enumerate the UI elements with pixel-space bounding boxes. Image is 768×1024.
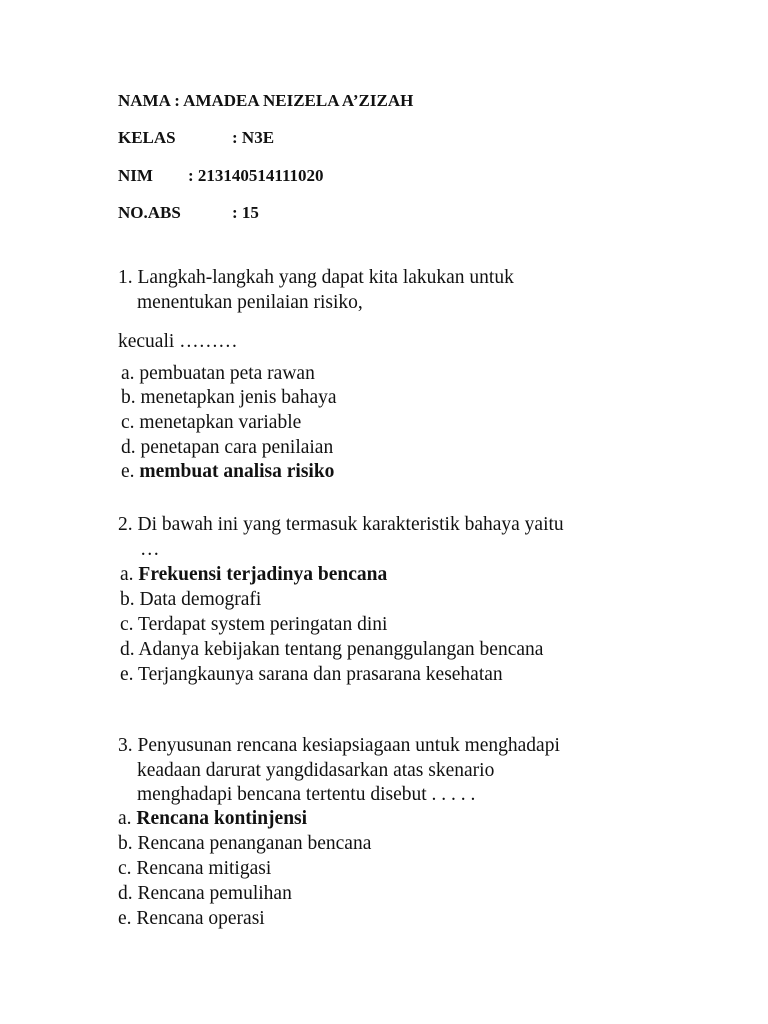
question-3-line-2: keadaan darurat yangdidasarkan atas skenario — [137, 760, 495, 781]
question-3-option-e: e. Rencana operasi — [118, 908, 265, 929]
question-1-answer — [121, 460, 334, 484]
question-3-option-c: c. Rencana mitigasi — [118, 858, 272, 879]
question-2-option-b: b. Data demografi — [120, 589, 262, 610]
student-name: NAMA : AMADEA NEIZELA A’ZIZAH — [118, 91, 414, 110]
question-1-option-d: d. penetapan cara penilaian — [121, 437, 334, 458]
question-2-answer-letter: a. — [120, 564, 134, 585]
question-3-option-b: b. Rencana penanganan bencana — [118, 833, 372, 854]
abs-key: NO.ABS — [118, 203, 181, 222]
question-1-option-b: b. menetapkan jenis bahaya — [121, 387, 337, 408]
question-2-option-c: c. Terdapat system peringatan dini — [120, 614, 388, 635]
question-1-line-3: kecuali ……… — [118, 331, 238, 352]
question-1-option-a: a. pembuatan peta rawan — [121, 363, 315, 384]
question-2-option-d: d. Adanya kebijakan tentang penanggulangan bencana — [120, 639, 544, 660]
question-2-option-e: e. Terjangkaunya sarana dan prasarana kesehatan — [120, 664, 503, 685]
question-3-answer — [118, 807, 307, 831]
abs-value: : 15 — [232, 203, 259, 222]
question-1-answer-text: membuat analisa risiko — [139, 461, 335, 482]
question-1-option-c: c. menetapkan variable — [121, 412, 302, 433]
class-value: : N3E — [232, 128, 275, 147]
question-2-line-2: … — [140, 539, 160, 560]
nim-value: : 213140514111020 — [188, 166, 324, 185]
question-3-answer-text: Rencana kontinjensi — [136, 808, 308, 829]
question-3-line-1: 3. Penyusunan rencana kesiapsiagaan untuk menghadapi — [118, 735, 560, 756]
question-3-option-d: d. Rencana pemulihan — [118, 883, 292, 904]
question-2-answer-text: Frekuensi terjadinya bencana — [138, 564, 388, 585]
question-1-line-1: 1. Langkah-langkah yang dapat kita lakukan untuk — [118, 267, 514, 288]
question-3-line-3: menghadapi bencana tertentu disebut . . . . . — [137, 784, 476, 805]
nim-key: NIM — [118, 166, 153, 185]
question-2-line-1: 2. Di bawah ini yang termasuk karakteristik bahaya yaitu — [118, 514, 564, 535]
class-key: KELAS — [118, 128, 176, 147]
question-3-answer-letter: a. — [118, 808, 132, 829]
question-2-answer — [120, 563, 387, 587]
question-1-answer-letter: e. — [121, 461, 135, 482]
question-1-line-2: menentukan penilaian risiko, — [137, 292, 363, 313]
